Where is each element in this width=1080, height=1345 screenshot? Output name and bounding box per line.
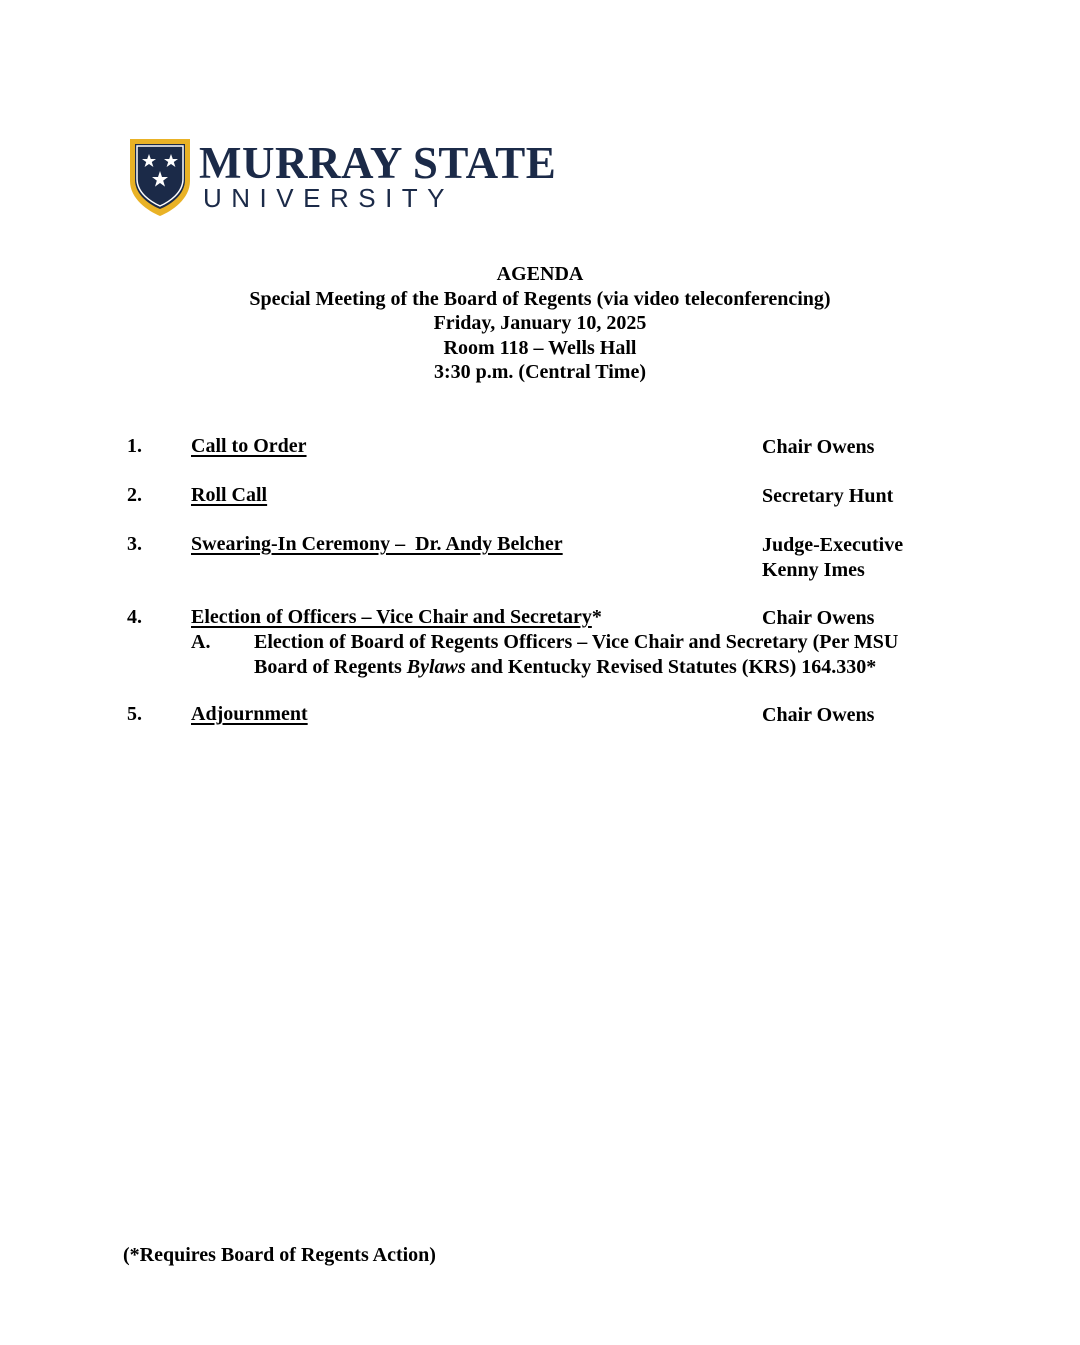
- subitem-letter: A.: [191, 631, 211, 653]
- item-number: 1.: [127, 435, 142, 457]
- item-title: Roll Call: [191, 484, 268, 506]
- item-title: [191, 605, 602, 629]
- footnote: (*Requires Board of Regents Action): [123, 1244, 436, 1266]
- university-logo: [128, 137, 558, 219]
- item-title: Adjournment: [191, 703, 308, 725]
- item-title: Swearing-In Ceremony – Dr. Andy Belcher: [191, 533, 563, 555]
- item-presenter: Chair Owens: [762, 607, 875, 629]
- logo-wordmark-line2: UNIVERSITY: [203, 183, 455, 213]
- item-title: Call to Order: [191, 435, 307, 457]
- meeting-name: Special Meeting of the Board of Regents (via video teleconferencing): [249, 287, 831, 310]
- item-number: 3.: [127, 533, 142, 555]
- item-title-text: Election of Officers – Vice Chair and Secretary: [191, 606, 592, 628]
- item-number: 4.: [127, 606, 142, 628]
- agenda-header: [0, 262, 1080, 385]
- subitem-line2: [254, 655, 954, 680]
- subitem-bylaws: Bylaws: [406, 655, 466, 678]
- shield-icon: [128, 137, 192, 217]
- agenda-title: AGENDA: [496, 263, 584, 285]
- subitem-text: [254, 630, 954, 679]
- presenter-line: Kenny Imes: [762, 558, 865, 581]
- subitem-line2-post: and Kentucky Revised Statutes (KRS) 164.330*: [465, 655, 877, 678]
- meeting-date: Friday, January 10, 2025: [433, 312, 647, 335]
- meeting-location: Room 118 – Wells Hall: [443, 336, 637, 359]
- subitem-line2-pre: Board of Regents: [254, 655, 407, 678]
- action-asterisk: *: [591, 606, 602, 628]
- item-number: 5.: [127, 703, 142, 725]
- item-presenter: Chair Owens: [762, 704, 875, 726]
- item-presenter: Secretary Hunt: [762, 485, 894, 507]
- presenter-line: Judge-Executive: [762, 534, 904, 556]
- item-number: 2.: [127, 484, 142, 506]
- item-presenter: Chair Owens: [762, 436, 875, 458]
- meeting-time: 3:30 p.m. (Central Time): [433, 361, 646, 384]
- subitem-line1: Election of Board of Regents Officers – Vice Chair and Secretary (Per MSU: [254, 631, 899, 653]
- logo-wordmark-line1: MURRAY STATE: [199, 138, 557, 188]
- item-presenter: [762, 533, 903, 582]
